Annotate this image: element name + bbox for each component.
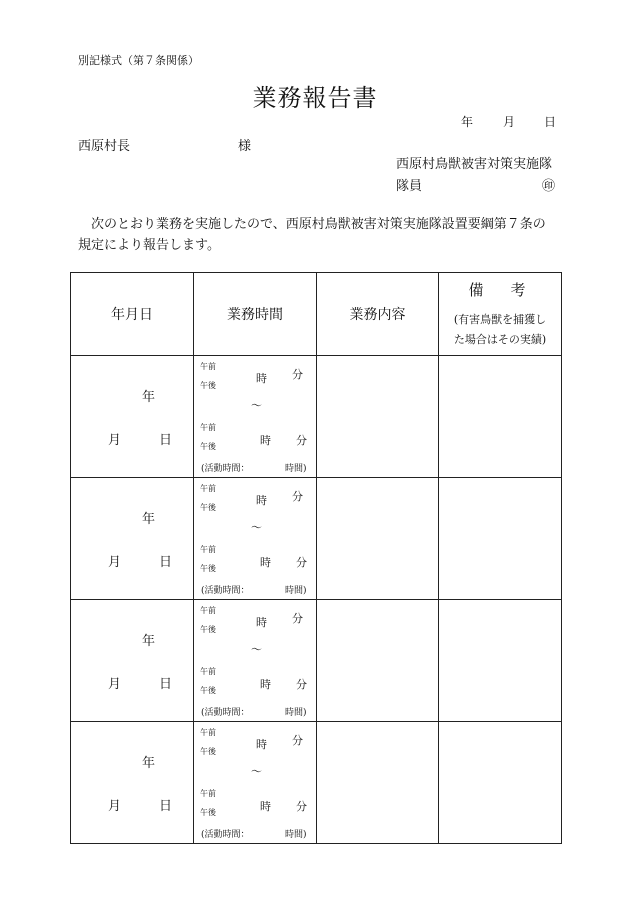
remarks-note-line2: た場合はその実績) (453, 332, 547, 346)
table-row (71, 722, 562, 844)
start-am-label: 午前 (200, 606, 216, 615)
date-day-label: 日 (544, 115, 557, 129)
end-am-label: 午前 (200, 423, 216, 432)
date-year-label: 年 (461, 115, 474, 129)
time-cell[interactable] (194, 356, 317, 478)
time-cell[interactable] (194, 478, 317, 600)
date-month-label: 月 (503, 115, 516, 129)
time-range-tilde: ～ (251, 399, 262, 412)
row-year-label: 年 (142, 512, 156, 527)
content-cell[interactable] (317, 722, 439, 844)
body-text: 次のとおり業務を実施したので、西原村鳥獣被害対策実施隊設置要綱第７条の規定により報告します。 (78, 217, 546, 253)
activity-hours-open: (活動時間： (201, 830, 250, 840)
row-month-label: 月 (108, 433, 122, 448)
end-am-label: 午前 (200, 667, 216, 676)
content-cell[interactable] (317, 478, 439, 600)
remarks-note-line1: (有害鳥獣を捕獲し (453, 312, 547, 326)
header-remarks (439, 273, 562, 356)
form-label: 別記様式（第７条関係） (78, 54, 199, 67)
start-pm-label: 午後 (200, 503, 216, 512)
end-pm-label: 午後 (200, 808, 216, 817)
remarks-title: 備 考 (468, 280, 532, 299)
end-hour-label: 時 (260, 556, 271, 569)
end-hour-label: 時 (260, 434, 271, 447)
row-year-label: 年 (142, 634, 156, 649)
sender-organization: 西原村鳥獣被害対策実施隊 (396, 157, 553, 172)
content-cell[interactable] (317, 356, 439, 478)
row-month-label: 月 (108, 555, 122, 570)
time-range-tilde: ～ (251, 765, 262, 778)
content-cell[interactable] (317, 600, 439, 722)
header-time: 業務時間 (194, 273, 317, 356)
time-range-tilde: ～ (251, 643, 262, 656)
document-title: 業務報告書 (252, 84, 378, 112)
end-minute-label: 分 (296, 678, 307, 691)
start-minute-label: 分 (292, 612, 303, 625)
start-am-label: 午前 (200, 362, 216, 371)
date-cell[interactable] (71, 478, 194, 600)
end-pm-label: 午後 (200, 564, 216, 573)
start-hour-label: 時 (256, 738, 267, 751)
row-month-label: 月 (108, 677, 122, 692)
start-pm-label: 午後 (200, 747, 216, 756)
remarks-cell[interactable] (439, 478, 562, 600)
activity-hours-close: 時間) (285, 464, 307, 474)
remarks-cell[interactable] (439, 600, 562, 722)
remarks-cell[interactable] (439, 722, 562, 844)
addressee-name: 西原村長 (78, 139, 131, 154)
end-pm-label: 午後 (200, 686, 216, 695)
date-cell[interactable] (71, 600, 194, 722)
start-am-label: 午前 (200, 728, 216, 737)
end-hour-label: 時 (260, 678, 271, 691)
seal-mark: ㊞ (542, 179, 556, 194)
row-day-label: 日 (159, 799, 173, 814)
sender-member-label: 隊員 (396, 179, 423, 194)
addressee-honorific: 様 (238, 139, 252, 154)
activity-hours-close: 時間) (285, 708, 307, 718)
start-pm-label: 午後 (200, 625, 216, 634)
end-minute-label: 分 (296, 800, 307, 813)
row-year-label: 年 (142, 390, 156, 405)
activity-hours-close: 時間) (285, 830, 307, 840)
remarks-cell[interactable] (439, 356, 562, 478)
activity-hours-open: (活動時間： (201, 708, 250, 718)
row-day-label: 日 (159, 433, 173, 448)
start-minute-label: 分 (292, 734, 303, 747)
time-range-tilde: ～ (251, 521, 262, 534)
time-cell[interactable] (194, 722, 317, 844)
end-am-label: 午前 (200, 789, 216, 798)
start-hour-label: 時 (256, 494, 267, 507)
row-day-label: 日 (159, 677, 173, 692)
activity-hours-close: 時間) (285, 586, 307, 596)
row-year-label: 年 (142, 756, 156, 771)
start-am-label: 午前 (200, 484, 216, 493)
date-cell[interactable] (71, 722, 194, 844)
row-month-label: 月 (108, 799, 122, 814)
end-minute-label: 分 (296, 434, 307, 447)
start-hour-label: 時 (256, 372, 267, 385)
header-date: 年月日 (71, 273, 194, 356)
end-am-label: 午前 (200, 545, 216, 554)
row-day-label: 日 (159, 555, 173, 570)
header-content: 業務内容 (317, 273, 439, 356)
table-row (71, 356, 562, 478)
report-table (70, 272, 562, 844)
end-minute-label: 分 (296, 556, 307, 569)
end-pm-label: 午後 (200, 442, 216, 451)
header-row (71, 273, 562, 356)
start-hour-label: 時 (256, 616, 267, 629)
table-row (71, 600, 562, 722)
activity-hours-open: (活動時間： (201, 464, 250, 474)
start-pm-label: 午後 (200, 381, 216, 390)
time-cell[interactable] (194, 600, 317, 722)
start-minute-label: 分 (292, 490, 303, 503)
start-minute-label: 分 (292, 368, 303, 381)
activity-hours-open: (活動時間： (201, 586, 250, 596)
date-cell[interactable] (71, 356, 194, 478)
table-row (71, 478, 562, 600)
end-hour-label: 時 (260, 800, 271, 813)
